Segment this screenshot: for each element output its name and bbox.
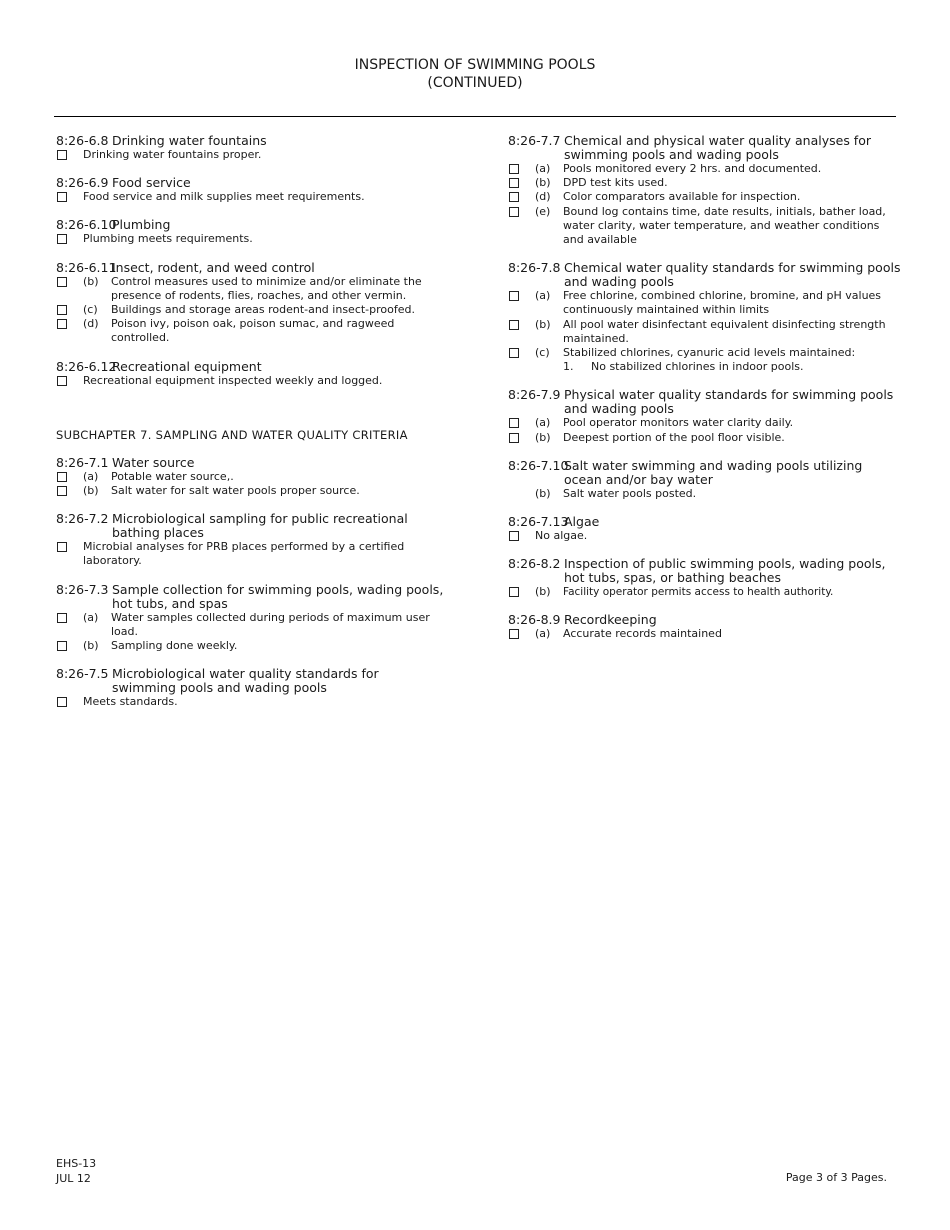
section-title: Recreational equipment — [112, 358, 262, 374]
checkbox[interactable] — [509, 192, 519, 202]
section-8-26-7-3 — [56, 583, 446, 654]
section-number: 8:26-8.9 — [508, 612, 561, 628]
check-item: (b) Salt water pools posted. — [508, 487, 903, 501]
check-item: (a) Free chlorine, combined chlorine, bromine, and pH values continuously maintained within limits — [508, 289, 903, 317]
section-title: Salt water swimming and wading pools utilizing ocean and/or bay water — [564, 457, 863, 487]
section-8-26-6-12 — [56, 360, 446, 388]
section-number: 8:26-6.8 — [56, 133, 109, 148]
checkbox[interactable] — [57, 542, 67, 552]
checkbox[interactable] — [57, 376, 67, 386]
item-letter: (e) — [535, 204, 551, 218]
section-8-26-6-11 — [56, 261, 446, 346]
checkbox[interactable] — [57, 472, 67, 482]
section-8-26-7-9 — [508, 388, 903, 444]
item-letter: (c) — [83, 303, 98, 317]
section-title: Inspection of public swimming pools, wading pools, hot tubs, spas, or bathing beaches — [564, 556, 886, 586]
item-letter: (b) — [535, 317, 551, 331]
check-item: (a) Pools monitored every 2 hrs. and documented. — [508, 162, 903, 176]
form-number: EHS-13 — [56, 1157, 97, 1170]
checkbox[interactable] — [509, 178, 519, 188]
checkbox[interactable] — [509, 348, 519, 358]
checkbox[interactable] — [57, 641, 67, 651]
section-title: Drinking water fountains — [112, 133, 267, 148]
section-number: 8:26-8.2 — [508, 556, 561, 572]
check-item: (a) Water samples collected during periods of maximum user load. — [56, 611, 446, 639]
checkbox[interactable] — [509, 164, 519, 174]
checkbox[interactable] — [509, 587, 519, 597]
left-column — [56, 134, 446, 723]
checkbox[interactable] — [509, 418, 519, 428]
item-letter: (b) — [83, 484, 99, 498]
check-item: (d) Poison ivy, poison oak, poison sumac, and ragweed controlled. — [56, 317, 446, 345]
section-8-26-6-8 — [56, 134, 446, 162]
item-letter: (b) — [535, 486, 551, 500]
checkbox[interactable] — [57, 319, 67, 329]
section-title: Chemical and physical water quality analyses for swimming pools and wading pools — [564, 133, 871, 162]
form-date: JUL 12 — [56, 1171, 91, 1185]
section-8-26-7-1 — [56, 456, 446, 498]
section-number: 8:26-7.3 — [56, 581, 109, 597]
section-8-26-7-7 — [508, 134, 903, 247]
page-number: Page 3 of 3 Pages. — [785, 1171, 887, 1184]
title-line-2: (CONTINUED) — [427, 75, 523, 91]
section-title: Plumbing — [112, 217, 171, 233]
section-8-26-7-2 — [56, 512, 446, 568]
checkbox[interactable] — [509, 291, 519, 301]
item-letter: (d) — [535, 190, 551, 204]
item-letter: (d) — [83, 317, 99, 331]
checkbox[interactable] — [57, 192, 67, 202]
check-item: No algae. — [508, 529, 903, 543]
sub-item-text: No stabilized chlorines in indoor pools. — [591, 360, 804, 374]
right-column — [508, 134, 903, 656]
section-number: 8:26-6.9 — [56, 175, 109, 191]
check-item: (b) All pool water disinfectant equivalent disinfecting strength maintained. — [508, 318, 903, 346]
section-number: 8:26-7.9 — [508, 387, 561, 403]
check-item: (e) Bound log contains time, date results, initials, bather load, water clarity, water temperature, and weather conditions and available — [508, 205, 903, 248]
subchapter-heading: SUBCHAPTER 7. SAMPLING AND WATER QUALITY CRITERIA — [56, 427, 408, 442]
section-title: Microbiological water quality standards for swimming pools and wading pools — [112, 666, 379, 696]
check-item: (c) Buildings and storage areas rodent-and insect-proofed. — [56, 303, 446, 317]
check-item: (a) Potable water source,. — [56, 470, 446, 484]
sub-item-number: 1. — [563, 360, 574, 374]
section-8-26-7-13 — [508, 515, 903, 543]
section-8-26-8-2 — [508, 557, 903, 599]
header-divider — [54, 116, 896, 117]
section-number: 8:26-7.10 — [508, 457, 569, 473]
checkbox[interactable] — [509, 629, 519, 639]
item-letter: (a) — [535, 627, 551, 641]
form-id-block — [56, 1157, 96, 1186]
check-item: Meets standards. — [56, 695, 446, 709]
section-title: Water source — [112, 454, 195, 470]
section-title: Recordkeeping — [564, 612, 657, 628]
checkbox[interactable] — [57, 234, 67, 244]
section-8-26-7-10 — [508, 459, 903, 501]
checkbox[interactable] — [57, 277, 67, 287]
item-letter: (c) — [535, 346, 550, 360]
section-8-26-7-5 — [56, 667, 446, 709]
check-item: (c) Stabilized chlorines, cyanuric acid levels maintained: 1. No stabilized chlorines in indoor pools. — [508, 346, 903, 374]
section-title: Algae — [564, 514, 600, 530]
check-item: Drinking water fountains proper. — [56, 148, 446, 162]
check-item: (b) Facility operator permits access to health authority. — [508, 585, 903, 599]
section-number: 8:26-7.2 — [56, 511, 109, 527]
item-letter: (a) — [535, 162, 551, 175]
item-letter: (b) — [535, 176, 551, 190]
check-item: Food service and milk supplies meet requirements. — [56, 190, 446, 204]
section-number: 8:26-7.7 — [508, 133, 561, 148]
checkbox[interactable] — [57, 305, 67, 315]
section-number: 8:26-6.10 — [56, 217, 117, 233]
item-letter: (b) — [535, 585, 551, 599]
item-letter: (a) — [535, 289, 551, 303]
section-title: Physical water quality standards for swimming pools and wading pools — [564, 387, 894, 417]
section-8-26-7-8 — [508, 261, 903, 374]
section-8-26-8-9 — [508, 613, 903, 641]
check-item: (b) DPD test kits used. — [508, 176, 903, 190]
check-item: (a) Accurate records maintained — [508, 627, 903, 641]
section-number: 8:26-7.13 — [508, 514, 569, 530]
item-letter: (a) — [83, 469, 99, 483]
section-8-26-6-9 — [56, 176, 446, 204]
item-letter: (b) — [535, 430, 551, 444]
checkbox[interactable] — [509, 531, 519, 541]
item-letter: (a) — [83, 610, 99, 624]
check-item: Plumbing meets requirements. — [56, 232, 446, 246]
check-item: (b) Salt water for salt water pools proper source. — [56, 484, 446, 498]
item-letter: (b) — [83, 639, 99, 653]
check-item: (b) Sampling done weekly. — [56, 639, 446, 653]
section-title: Food service — [112, 175, 191, 191]
section-number: 8:26-7.8 — [508, 260, 561, 276]
section-8-26-6-10 — [56, 218, 446, 246]
check-item: (b) Deepest portion of the pool floor visible. — [508, 431, 903, 445]
checkbox[interactable] — [509, 207, 519, 217]
section-number: 8:26-6.11 — [56, 259, 117, 275]
section-title: Chemical water quality standards for swimming pools and wading pools — [564, 260, 901, 290]
check-item: Microbial analyses for PRB places performed by a certified laboratory. — [56, 540, 446, 568]
check-item: (d) Color comparators available for inspection. — [508, 190, 903, 204]
page-title — [0, 56, 950, 92]
section-title: Insect, rodent, and weed control — [112, 259, 315, 275]
item-letter: (a) — [535, 416, 551, 430]
check-item: Recreational equipment inspected weekly and logged. — [56, 374, 446, 388]
checkbox[interactable] — [57, 486, 67, 496]
section-title: Microbiological sampling for public recreational bathing places — [112, 511, 408, 541]
check-item: (b) Control measures used to minimize and/or eliminate the presence of rodents, flies, roaches, and other vermin. — [56, 275, 446, 303]
checkbox[interactable] — [509, 433, 519, 443]
checkbox[interactable] — [57, 613, 67, 623]
item-letter: (b) — [83, 274, 99, 288]
section-title: Sample collection for swimming pools, wading pools, hot tubs, and spas — [112, 581, 444, 611]
checkbox[interactable] — [509, 320, 519, 330]
checkbox-placeholder — [509, 489, 519, 499]
check-item: (a) Pool operator monitors water clarity daily. — [508, 416, 903, 430]
checkbox[interactable] — [57, 697, 67, 707]
checkbox[interactable] — [57, 150, 67, 160]
section-number: 8:26-7.1 — [56, 454, 109, 470]
title-line-1: INSPECTION OF SWIMMING POOLS — [354, 57, 596, 73]
section-number: 8:26-6.12 — [56, 358, 117, 374]
section-number: 8:26-7.5 — [56, 666, 109, 682]
